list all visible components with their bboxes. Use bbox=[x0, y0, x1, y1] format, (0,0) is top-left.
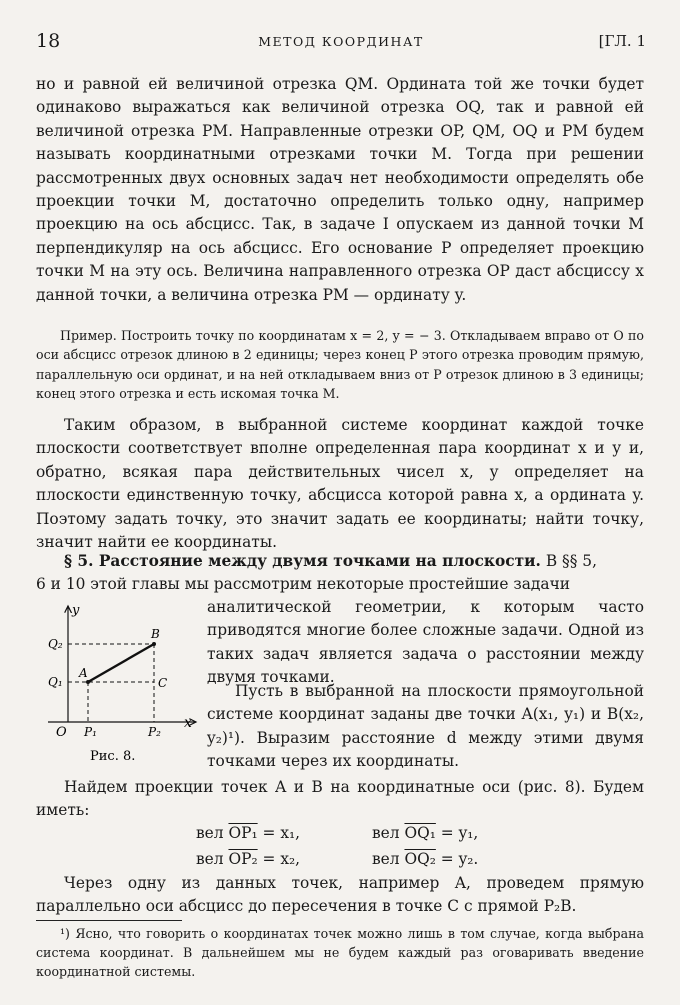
segment-ab bbox=[88, 644, 154, 682]
figure-caption: Рис. 8. bbox=[90, 749, 136, 764]
formula-prefix: вел bbox=[196, 824, 224, 842]
formula-prefix: вел bbox=[196, 850, 224, 868]
formula-oq1 bbox=[372, 820, 478, 846]
section-intro-first: В §§ 5, bbox=[545, 552, 597, 570]
example-paragraph: Пример. Построить точку по координатам x = 2, y = − 3. Откладываем вправо от O по оси абсцисс отрезок длиною в 2 единицы; через конец P этого отрезка проводим прямую, параллельную оси ординат, и на ней откладываем вниз от P отрезок длиною в 3 единицы; конец этого отрезка и есть искомая точка M. bbox=[36, 328, 644, 401]
footnote: ¹) Ясно, что говорить о координатах точек можно лишь в том случае, когда выбрана система координат. В дальнейшем мы не будем каждый раз оговаривать введение координатной системы. bbox=[36, 926, 644, 979]
figure-8 bbox=[34, 600, 204, 770]
chapter-marker: [ГЛ. 1 bbox=[598, 32, 646, 50]
label-origin: O bbox=[56, 725, 67, 740]
section-paragraph: Пусть в выбранной на плоскости прямоугольной системе координат заданы две точки A(x₁, y₁) и B(x₂, y₂)¹). Выразим расстояние d между этими двумя точками через их координаты. bbox=[207, 682, 644, 771]
page-number: 18 bbox=[36, 30, 61, 52]
running-title: МЕТОД КООРДИНАТ bbox=[258, 34, 424, 49]
label-x: x bbox=[184, 715, 192, 731]
formula-segment: OP₂ bbox=[228, 850, 258, 868]
page-header bbox=[36, 30, 646, 56]
label-c: C bbox=[158, 676, 168, 690]
paragraph-1: но и равной ей величиной отрезка QM. Ордината той же точки будет одинаково выражаться как величиной отрезка OQ, так и равной ей величиной отрезка PM. Направленные отрезки OP, QM, OQ и PM будем называть координатными отрезками точки M. Тогда при решении рассмотренных двух основных задач нет необходимости определять обе проекции точки M, достаточно определить только одну, например проекцию на ось абсцисс. Так, в задаче I опускаем из данной точки M перпендикуляр на ось абсцисс. Его основание P определяет проекцию точки M на эту ось. Величина направленного отрезка OP даст абсциссу x данной точки, а величина отрезка PM — ординату y. bbox=[36, 75, 644, 304]
paragraph-last: Через одну из данных точек, например A, проведем прямую параллельно оси абсцисс до пересечения в точке C с прямой P₂B. bbox=[36, 874, 644, 916]
formula-rhs: = x₁, bbox=[262, 824, 301, 842]
formula-segment: OQ₂ bbox=[404, 850, 436, 868]
formula-oq2 bbox=[372, 846, 478, 872]
paragraph-2: Таким образом, в выбранной системе координат каждой точке плоскости соответствует вполне определенная пара координат x и y и, обратно, всякая пара действительных чисел x, y определяет на плоскости единственную точку, абсцисса которой равна x, а ордината y. Поэтому задать точку, это значит задать ее координаты; найти точку, значит найти ее координаты. bbox=[36, 416, 644, 552]
point-a bbox=[86, 680, 90, 684]
label-y: y bbox=[72, 603, 80, 618]
formula-rhs: = y₂. bbox=[440, 850, 479, 868]
label-p2: P₂ bbox=[148, 725, 161, 739]
label-q2: Q₂ bbox=[48, 637, 63, 651]
point-b bbox=[152, 642, 156, 646]
label-b: B bbox=[151, 627, 160, 641]
section-heading: § 5. Расстояние между двумя точками на плоскости. bbox=[64, 552, 541, 570]
formula-rhs: = y₁, bbox=[440, 824, 479, 842]
formula-segment: OQ₁ bbox=[404, 824, 436, 842]
formula-prefix: вел bbox=[372, 824, 400, 842]
paragraph-find: Найдем проекции точек A и B на координатные оси (рис. 8). Будем иметь: bbox=[36, 778, 644, 820]
formula-segment: OP₁ bbox=[228, 824, 258, 842]
formula-op2 bbox=[196, 846, 300, 872]
label-a: A bbox=[79, 666, 88, 680]
section-intro-rest: аналитической геометрии, к которым часто приводятся многие более сложные задачи. Одной из таких задач является задача о расстоянии между двумя точками. bbox=[207, 598, 644, 687]
footnote-divider bbox=[36, 920, 182, 921]
label-q1: Q₁ bbox=[48, 675, 63, 689]
formula-rhs: = x₂, bbox=[262, 850, 301, 868]
formula-prefix: вел bbox=[372, 850, 400, 868]
label-p1: P₁ bbox=[84, 725, 97, 739]
section-intro-second: 6 и 10 этой главы мы рассмотрим некоторые простейшие задачи bbox=[36, 575, 571, 594]
formula-op1 bbox=[196, 820, 300, 846]
section-5-intro bbox=[36, 550, 644, 597]
